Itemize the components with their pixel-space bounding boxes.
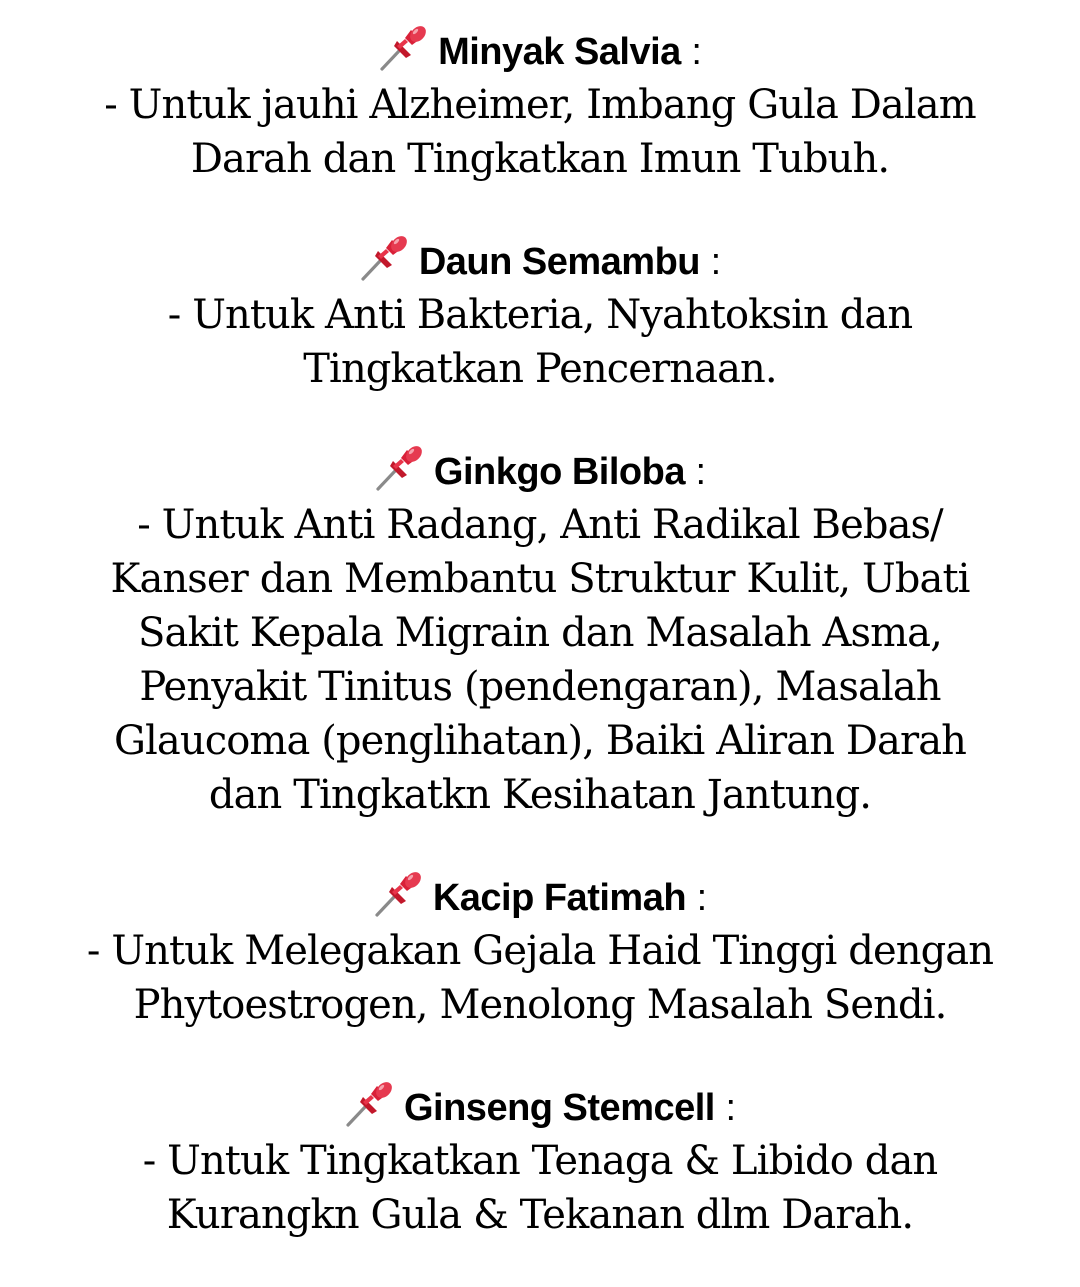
section-title: Kacip Fatimah	[432, 877, 687, 919]
section-description	[0, 288, 1080, 396]
section-description	[0, 78, 1080, 186]
section-title: Minyak Salvia	[438, 31, 681, 73]
section-ginkgo-biloba	[0, 442, 1080, 822]
section-daun-semambu	[0, 232, 1080, 396]
section-description	[0, 1134, 1080, 1242]
section-minyak-salvia	[0, 22, 1080, 186]
description-line: - Untuk Anti Radang, Anti Radikal Bebas/	[137, 502, 943, 548]
section-heading	[0, 442, 1080, 498]
section-title: Ginkgo Biloba	[433, 451, 685, 493]
section-title: Daun Semambu	[418, 241, 701, 283]
pushpin-icon	[378, 22, 430, 72]
description-line: Kurangkn Gula & Tekanan dlm Darah.	[166, 1192, 914, 1238]
section-ginseng-stemcell	[0, 1078, 1080, 1242]
description-line: - Untuk Anti Bakteria, Nyahtoksin dan	[167, 292, 913, 338]
description-line: dan Tingkatkn Kesihatan Jantung.	[208, 772, 872, 818]
section-heading	[0, 232, 1080, 288]
description-line: - Untuk Melegakan Gejala Haid Tinggi dengan	[86, 928, 994, 974]
pushpin-icon	[374, 442, 426, 492]
description-line: Darah dan Tingkatkan Imun Tubuh.	[190, 136, 890, 182]
description-line: Phytoestrogen, Menolong Masalah Sendi.	[133, 982, 947, 1028]
pushpin-icon	[359, 232, 411, 282]
section-colon: :	[696, 877, 708, 919]
description-line: Glaucoma (penglihatan), Baiki Aliran Darah	[113, 718, 967, 764]
section-description	[0, 498, 1080, 822]
section-heading	[0, 1078, 1080, 1134]
description-line: - Untuk Tingkatkan Tenaga & Libido dan	[142, 1138, 938, 1184]
section-colon: :	[695, 451, 707, 493]
section-description	[0, 924, 1080, 1032]
section-heading	[0, 22, 1080, 78]
pushpin-icon	[344, 1078, 396, 1128]
description-line: Penyakit Tinitus (pendengaran), Masalah	[139, 664, 941, 710]
description-line: Tingkatkan Pencernaan.	[303, 346, 777, 392]
description-line: Sakit Kepala Migrain dan Masalah Asma,	[138, 610, 942, 656]
section-heading	[0, 868, 1080, 924]
section-kacip-fatimah	[0, 868, 1080, 1032]
section-title: Ginseng Stemcell	[403, 1087, 715, 1129]
description-line: Kanser dan Membantu Struktur Kulit, Ubati	[110, 556, 970, 602]
section-colon: :	[725, 1087, 736, 1129]
pushpin-icon	[373, 868, 425, 918]
section-colon: :	[691, 31, 702, 73]
section-colon: :	[710, 241, 722, 283]
description-line: - Untuk jauhi Alzheimer, Imbang Gula Dalam	[104, 82, 976, 128]
